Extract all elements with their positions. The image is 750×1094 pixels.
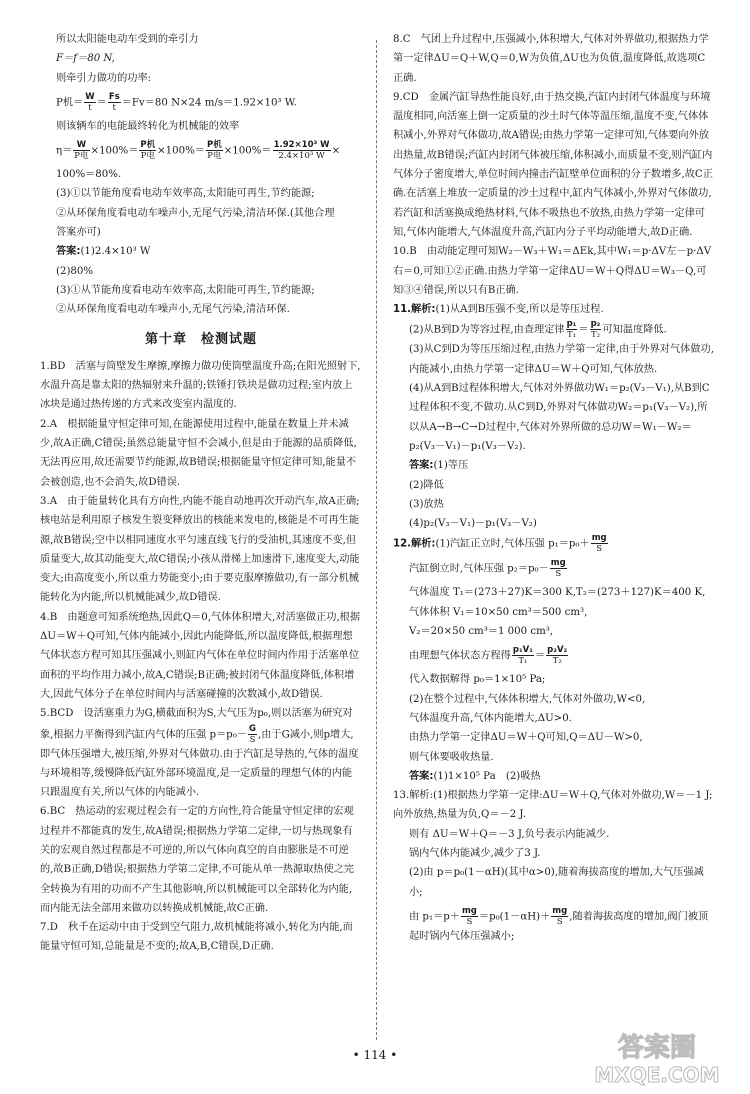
text-line: (4)从A到B过程体积增大,气体对外界做功W₁＝p₂(V₃－V₁),从B到C过程体积不变,不做功.从C到D,外界对气体做功W₂＝p₁(V₃－V₂),所以从A→B→C→D过程中,气体对外界所做的总功W＝W₁－W₂＝p₂(V₃－V₁)－p₁(V₃－V₂).: [409, 383, 710, 452]
text-line: 则气体要吸收热量.: [409, 751, 494, 763]
answer-item: 10.B 由动能定理可知W₂－W₃＋W₁＝ΔEk,其中W₁＝p·ΔV左－p·ΔV右＝0,可知①②正确.由热力学第一定律ΔU＝W＋Q得ΔU＝W₃－Q,可知③④错误,所以只有B正确.: [393, 246, 712, 296]
text-line: (2)由 p＝p₀(1－αH)(其中α>0),随着海拔高度的增加,大气压强减小;: [409, 867, 704, 898]
formula-part: ＝: [96, 97, 107, 109]
text-line: V₂＝20×50 cm³＝1 000 cm³,: [409, 626, 554, 638]
text-line: 则有 ΔU＝W＋Q＝－3 J,负号表示内能减少.: [409, 828, 610, 840]
answer-item: 12.解析:(1)汽缸正立时,气体压强 p₁＝p₀＋ $\frac{mg}{S}$: [393, 533, 607, 555]
answer-item: 7.D 秋千在运动中由于受到空气阻力,故机械能将减小,转化为内能,而能量守恒可知,总能量是不变的;故A,B,C错误,D正确.: [40, 922, 353, 953]
fraction: $\frac{\text{p₂}}{\text{T₂}}$: [590, 319, 601, 341]
text-line: F＝f＝80 N,: [56, 53, 115, 65]
fraction: $\frac{mg}{S}$: [550, 558, 566, 580]
left-column: [40, 30, 362, 957]
text-line: 由理想气体状态方程得 $\frac{\text{p₁V₁}}{\text{T₁}}$ ＝ $\frac{\text{p₂V₂}}{\text{T₂}}$: [409, 645, 568, 667]
text-line: 气体体积 V₁＝10×50 cm³＝500 cm³,: [409, 606, 588, 618]
text-line: (3)从C到D为等压压缩过程,由热力学第一定律,由于外界对气体做功,内能减小,由热力学第一定律ΔU＝W＋Q可知,气体放热.: [409, 344, 714, 375]
chapter-title: 第十章 检测试题: [144, 331, 257, 347]
text-line: 汽缸倒立时,气体压强 p₂＝p₀－ $\frac{mg}{S}$: [409, 558, 566, 580]
fraction: $\frac{W}{\text{P电}}$: [74, 140, 89, 162]
text-line: 代入数据解得 p₀＝1×10⁵ Pa;: [409, 674, 546, 686]
answer-item: 9.CD 金属汽缸导热性能良好,由于热交换,汽缸内封闭气体温度与环境温度相同,向活塞上倒一定质量的沙土时气体等温压缩,温度不变,气体体积减小,外界对气体做功,故A错误;由热力学第一定律可知,气体要向外放出热量,故B错误;汽缸内封闭气体被压缩,体积减小,而质量不变,则汽缸内气体分子密度增大,单位时间内撞击汽缸壁单位面积的分子数增多,故C正确.在活塞上堆放一定质量的沙土过程中,缸内气体减小,外界对气体做功,若汽缸和活塞换成绝热材料,气体不吸热也不放热,由热力学第一定律可知,气体内能增大,气体温度升高,汽缸内分子平均动能增大,故D正确.: [393, 91, 713, 238]
text-line: 由热力学第一定律ΔU＝W＋Q可知,Q＝ΔU－W>0,: [409, 732, 643, 744]
page-number: • 114 •: [352, 1048, 398, 1062]
fraction: $\frac{\text{p₁}}{\text{T₁}}$: [566, 319, 577, 341]
answer-item: 6.BC 热运动的宏观过程会有一定的方向性,符合能量守恒定律的宏观过程并不都能真的发生,故A错误;根据热力学第二定律,一切与热现象有关的宏观自然过程都是不可逆的,所以气体向真空的自由膨胀是不可逆的,故B正确,D错误;根据热力学第二定律,不可能从单一热源取热使之完全转换为有用的功而不产生其他影响,所以机械能可以全部转化为内能,而内能无法全部用来做功以转换成机械能,故C正确.: [40, 806, 355, 914]
answer-item: 13.解析:(1)根据热力学第一定律:ΔU＝W＋Q,气体对外做功,W＝－1 J;向外放热,热量为负,Q＝－2 J.: [393, 790, 713, 821]
answer-line: 答案:(1)等压: [409, 460, 469, 472]
text-line: 所以太阳能电动车受到的牵引力: [56, 34, 199, 45]
formula-part: ＝Fv＝80 N×24 m/s＝1.92×10³ W.: [121, 97, 297, 109]
answer-line: (3)①从节能角度看电动车效率高,太阳能可再生,节约能源;: [56, 284, 315, 296]
answer-label: 答案:: [56, 246, 81, 258]
formula-part: ×: [331, 145, 341, 157]
fraction: $\frac{mg}{S}$: [591, 533, 607, 555]
power-formula: [40, 92, 362, 113]
answer-line: (2)降低: [409, 479, 444, 491]
answer-item: 5.BCD 设活塞重力为G,横截面积为S,大气压为p₀,则以活塞为研究对象,根据力平衡得到汽缸内气体的压强 p＝p₀－ $\frac{G}{S}$ ,由于G减小,则p增大,即气体压强增大,被压缩,外界对气体做功.由于汽缸是导热的,气体的温度与环境相等,缓慢降低汽缸外部环境温度,是一定质量的理想气体的内能只跟温度有关,所以气体的内能减小.: [40, 708, 359, 799]
fraction: $\frac{\text{1.92×10³ W}}{\text{2.4×10³ W}}$: [273, 140, 330, 162]
watermark-site: MXQE.COM: [594, 1063, 720, 1087]
fraction: $\frac{\text{P机}}{\text{P电}}$: [140, 140, 156, 162]
answer-item: 1.BD 活塞与筒壁发生摩擦,摩擦力做功使筒壁温度升高;在阳光照射下,水温升高是靠太阳的热辐射来升温的;铁锤打铁块是做功过程;室内放上冰块是通过热传递的方式来改变室内温度的.: [40, 360, 361, 411]
formula-part: ×100%＝: [157, 145, 205, 157]
text-line: (2)在整个过程中,气体体积增大,气体对外做功,W<0,: [409, 693, 646, 705]
text-line: 由 p₁＝p＋ $\frac{mg}{S}$ ＝p₀(1－αH)＋ $\frac{mg}{S}$ ,随着海拔高度的增加,阀门被顶起时锅内气体压强减小;: [409, 905, 709, 942]
answer-item: 3.A 由于能量转化具有方向性,内能不能自动地再次开动汽车,故A正确;核电站是利用原子核发生裂变释放出的核能来发电的,核能是不可再生能源,故B错误;空中以相同速度水平匀速直线飞行的受油机,其速度不变,但质量变大,故其动能变大,故C错误;小孩从滑梯上加速滑下,速度变大,动能变大;由高度变小,所以重力势能变小;由于要克服摩擦做功,有一部分机械能转化为内能,所以机械能减少,故D错误.: [40, 495, 360, 604]
answer-line: (3)放热: [409, 498, 444, 510]
formula-part: P机＝: [56, 97, 84, 109]
watermark-mark: 答案圈: [617, 1033, 697, 1063]
formula-part: η＝: [56, 145, 73, 157]
text-line: 锅内气体内能减少,减少了3 J.: [409, 847, 541, 859]
answer-line: 答案:(1)1×10⁵ Pa (2)吸热: [409, 770, 541, 782]
text-line: 则牵引力做功的功率:: [56, 72, 152, 84]
answer-line: ②从环保角度看电动车噪声小,无尾气污染,清洁环保.: [56, 304, 290, 316]
text-line: 100%＝80%.: [56, 169, 122, 181]
text-line: 气体温度升高,气体内能增大,ΔU>0.: [409, 712, 572, 724]
answer-label: 答案:: [409, 770, 434, 782]
fraction: $\frac{G}{S}$: [248, 723, 256, 745]
answer-label: 答案:: [409, 460, 434, 472]
fraction: $\frac{\text{P机}}{\text{P电}}$: [206, 140, 222, 162]
watermark-logo: [576, 1026, 738, 1088]
answer-item: 8.C 气团上升过程中,压强减小,体积增大,气体对外界做功,根据热力学第一定律ΔU＝Q＋W,Q＝0,W为负值,ΔU也为负值,温度降低,故选项C正确.: [393, 34, 709, 84]
right-column: [393, 30, 715, 950]
efficiency-formula: [40, 140, 362, 161]
fraction: $\frac{mg}{S}$: [461, 905, 477, 927]
analysis-label: 11.解析:: [393, 304, 436, 316]
fraction: $\frac{mg}{S}$: [552, 905, 568, 927]
text-line: (3)①以节能角度看电动车效率高,太阳能可再生,节约能源;: [56, 188, 315, 200]
formula-part: ×100%＝: [223, 145, 272, 157]
analysis-label: 12.解析:: [393, 538, 436, 550]
fraction: $\frac{Fs}{t}$: [108, 91, 120, 113]
answer-item: 4.B 由题意可知系统绝热,因此Q＝0,气体体积增大,对活塞做正功,根据ΔU＝W＋Q可知,气体内能减小,因此内能降低,所以温度降低,根据理想气体状态方程可知其压强减小,则缸内气体在单位时间内作用于活塞单位面积的平均作用力减小,故A,C错误;B正确;被封闭气体温度降低,体积增大,因此气体分子在单位时间内与活塞碰撞的次数减小,故D错误.: [40, 611, 361, 700]
answer-line: 答案:(1)2.4×10³ W: [56, 246, 151, 258]
answer-line: (4)p₂(V₃－V₁)－p₁(V₃－V₂): [409, 518, 537, 530]
fraction: $\frac{W}{t}$: [85, 91, 95, 113]
fraction: $\frac{\text{p₂V₂}}{\text{T₂}}$: [547, 645, 568, 667]
answer-item: 2.A 根据能量守恒定律可知,在能源使用过程中,能量在数量上并未减少,故A正确,C错误;虽然总能量守恒不会减小,但是由于能源的品质降低,无法再应用,故还需要节约能源,故B错误;根据能量守恒定律可知,能量不会被创造,也不会消失,故D错误.: [40, 418, 357, 488]
text-line: 则该辆车的电能最终转化为机械能的效率: [56, 120, 240, 132]
text-line: (2)从B到D为等容过程,由查理定律 $\frac{\text{p₁}}{\text{T₁}}$ ＝ $\frac{\text{p₂}}{\text{T₂}}$ 可知温度降低.: [409, 319, 667, 341]
text-line: ②从环保角度看电动车噪声小,无尾气污染,清洁环保.(其他合理: [56, 207, 335, 219]
text-line: 答案亦可): [56, 227, 101, 239]
fraction: $\frac{\text{p₁V₁}}{\text{T₁}}$: [512, 645, 533, 667]
column-divider: [376, 40, 377, 1040]
answer-item: 11.解析:(1)从A到B压强不变,所以是等压过程.: [393, 304, 604, 316]
text-line: 气体温度 T₁＝(273＋27)K＝300 K,T₂＝(273＋127)K＝400 K,: [409, 587, 706, 599]
formula-part: ×100%＝: [90, 145, 139, 157]
answer-line: (2)80%: [56, 265, 94, 277]
